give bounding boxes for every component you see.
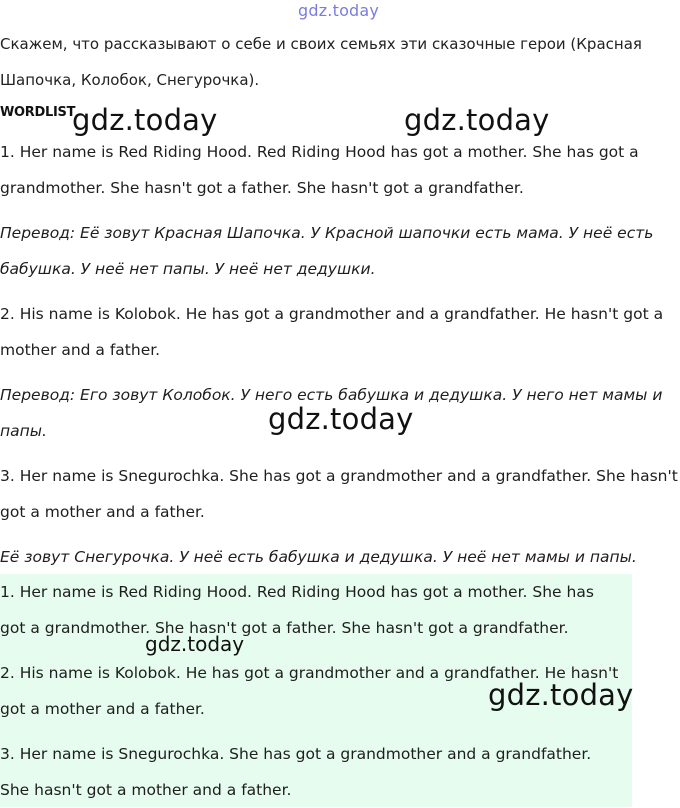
watermark-5: gdz.today <box>488 678 634 712</box>
translation-1: Перевод: Её зовут Красная Шапочка. У Красной шапочки есть мама. У неё есть бабушка. У неё нет папы. У неё нет дедушки. <box>0 224 654 278</box>
watermark-1: gdz.today <box>72 103 218 137</box>
summary-paragraph-3: 3. Her name is Snegurochka. She has got a grandmother and a grandfather. She hasn't got a mother and a father. <box>0 745 592 799</box>
summary-paragraph-2: 2. His name is Kolobok. He has got a grandmother and a grandfather. He hasn't got a mother and a father. <box>0 664 619 718</box>
wordlist-label: WORDLIST <box>0 105 76 120</box>
translation-3: Её зовут Снегурочка. У неё есть бабушка и дедушка. У неё нет мамы и папы. <box>0 548 637 566</box>
paragraph-2: 2. His name is Kolobok. He has got a grandmother and a grandfather. He hasn't got a mother and a father. <box>0 305 664 359</box>
paragraph-3: 3. Her name is Snegurochka. She has got a grandmother and a grandfather. She hasn't got a mother and a father. <box>0 467 678 521</box>
task-text: Скажем, что рассказывают о себе и своих семьях эти сказочные герои (Красная Шапочка, Колобок, Снегурочка). <box>0 35 642 89</box>
watermark-2: gdz.today <box>404 103 550 137</box>
summary-paragraph-1: 1. Her name is Red Riding Hood. Red Riding Hood has got a mother. She has got a grandmother. She hasn't got a father. She hasn't got a grandfather. <box>0 583 594 637</box>
watermark-4: gdz.today <box>145 632 245 656</box>
translation-2: Перевод: Его зовут Колобок. У него есть бабушка и дедушка. У него нет мамы и папы. <box>0 386 663 440</box>
watermark-3: gdz.today <box>268 402 414 436</box>
watermark-top: gdz.today <box>298 1 380 20</box>
paragraph-1: 1. Her name is Red Riding Hood. Red Riding Hood has got a mother. She has got a grandmother. She hasn't got a father. She hasn't got a grandfather. <box>0 143 639 197</box>
